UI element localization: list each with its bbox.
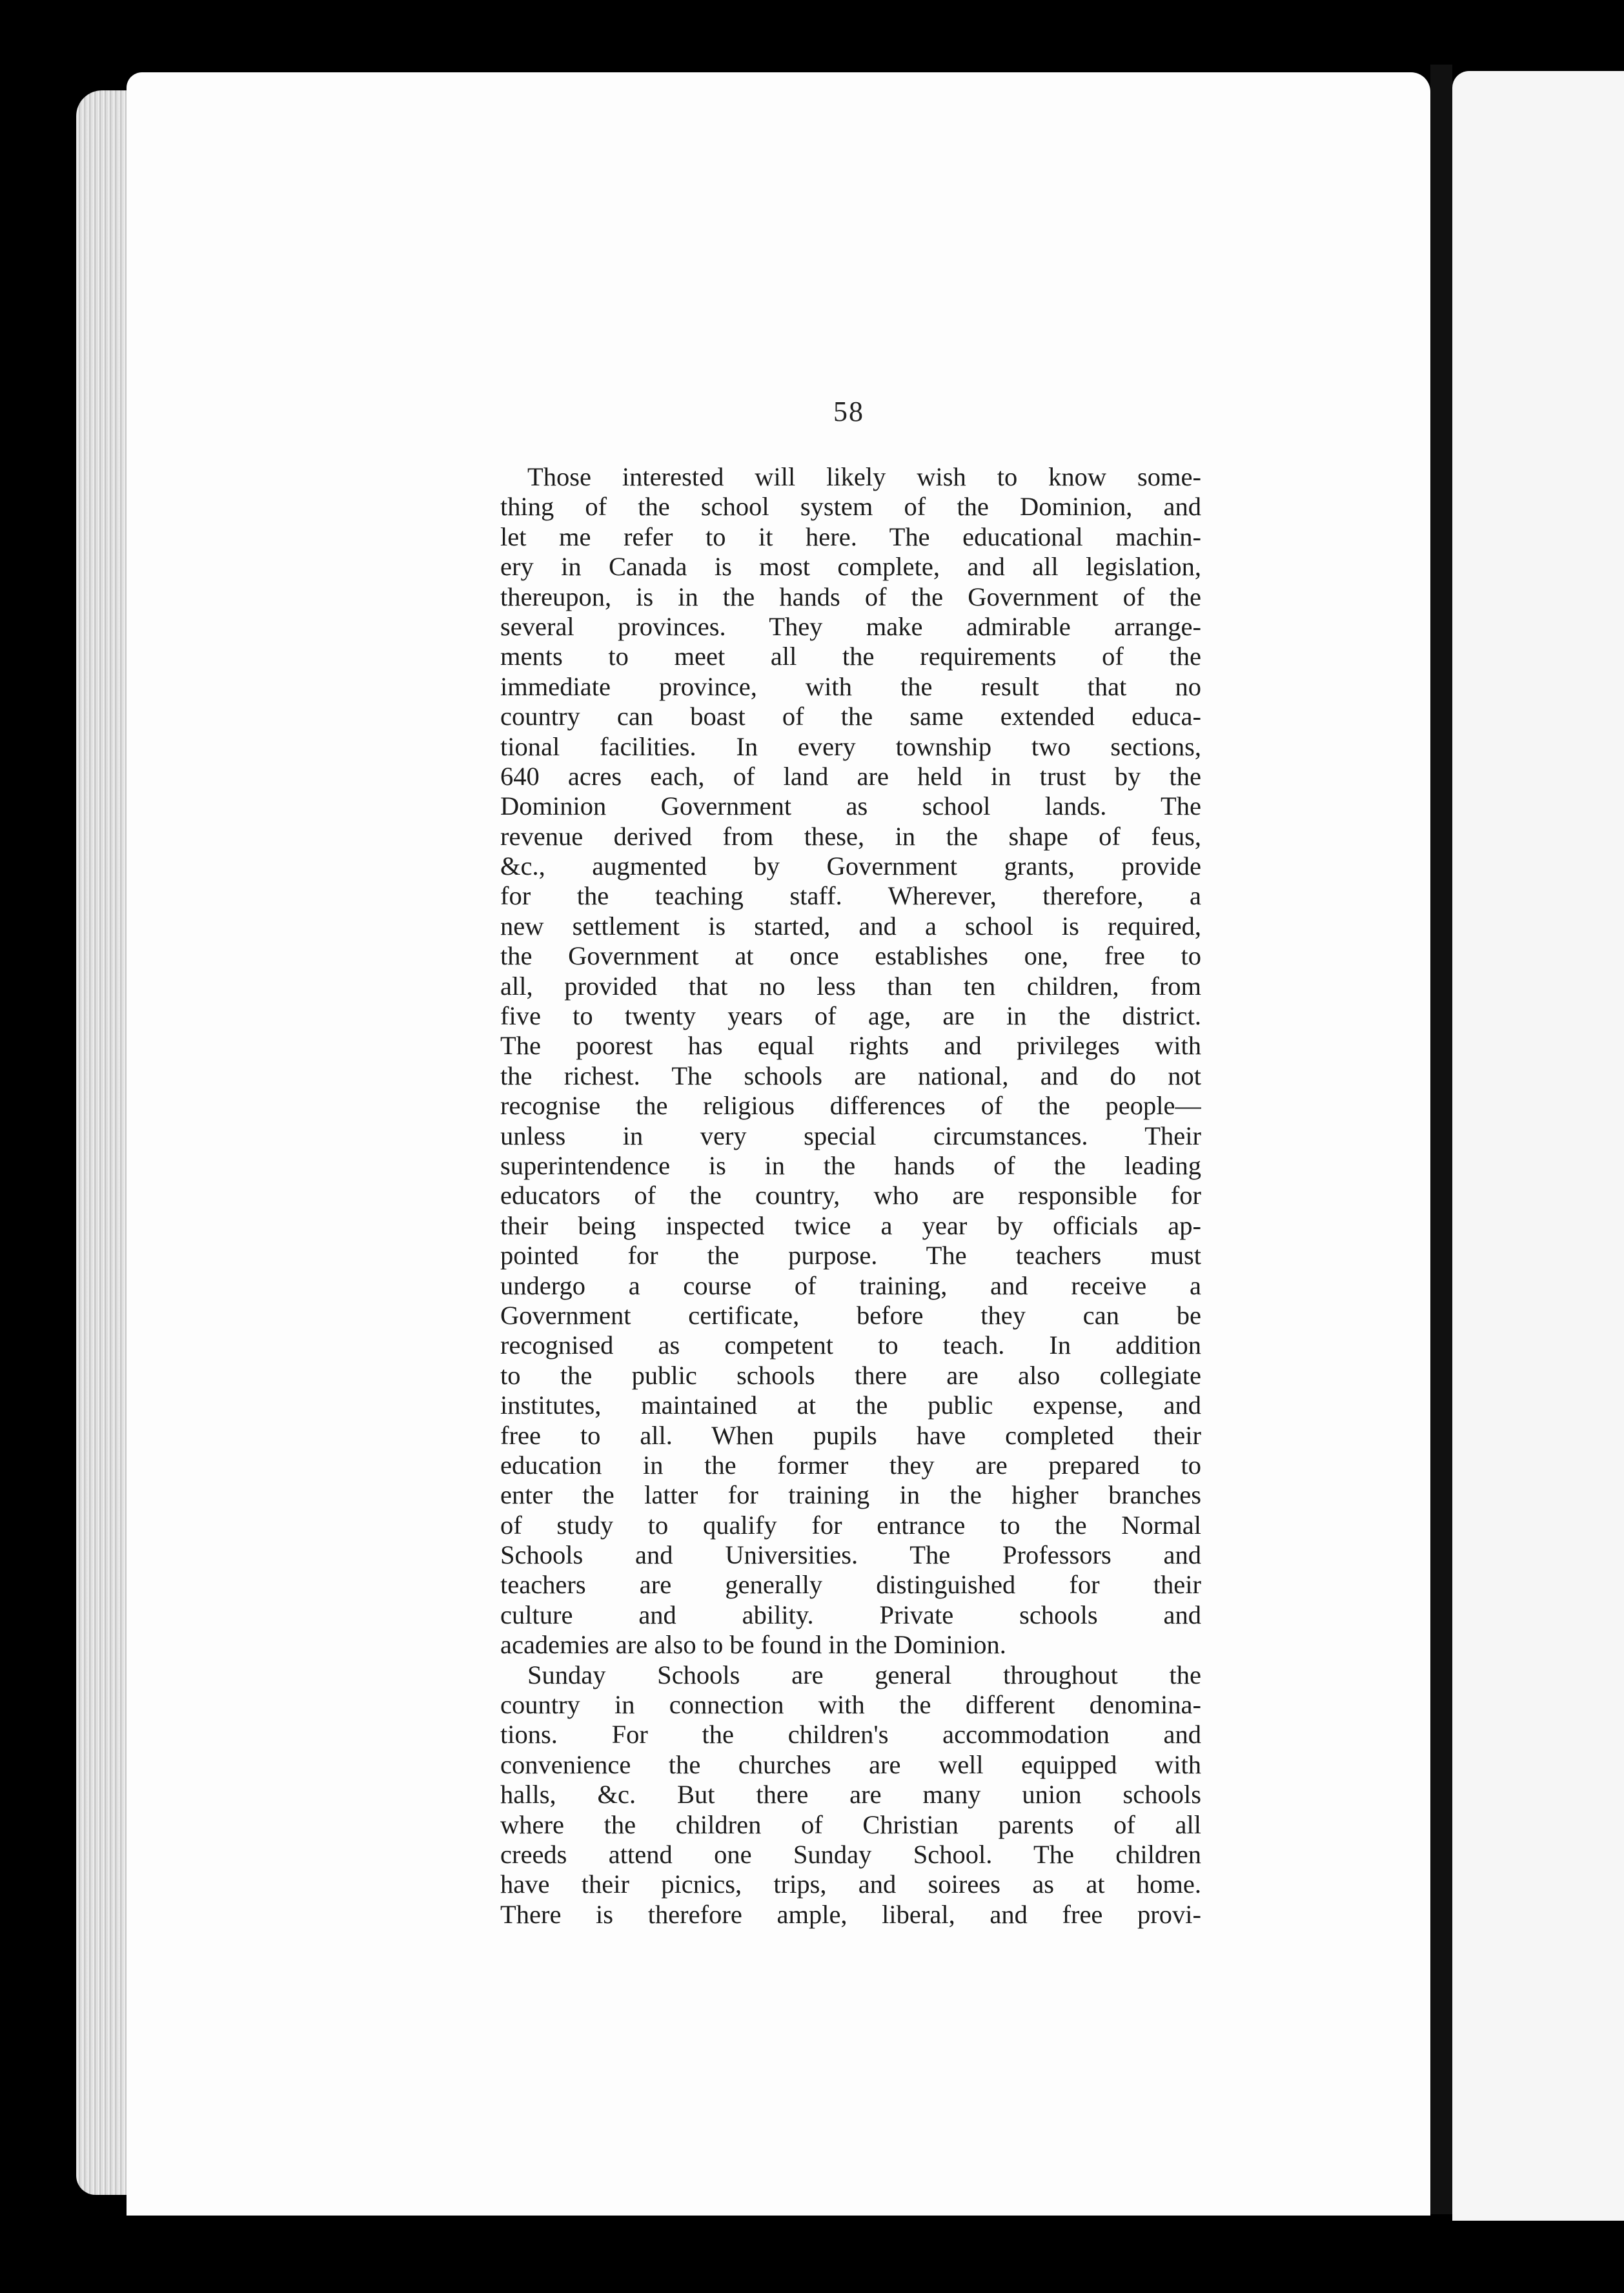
body-text: [500, 462, 1201, 1930]
text-line: recognised as competent to teach. In addition: [500, 1330, 1201, 1360]
text-line: five to twenty years of age, are in the district.: [500, 1001, 1201, 1031]
text-line: creeds attend one Sunday School. The children: [500, 1839, 1201, 1869]
text-line: recognise the religious differences of the people—: [500, 1091, 1201, 1121]
text-line: immediate province, with the result that no: [500, 671, 1201, 701]
text-line: ery in Canada is most complete, and all legislation,: [500, 552, 1201, 582]
text-line: country can boast of the same extended educa-: [500, 702, 1201, 731]
text-line: their being inspected twice a year by officials ap-: [500, 1210, 1201, 1240]
text-line: the richest. The schools are national, and do not: [500, 1061, 1201, 1090]
text-line: revenue derived from these, in the shape of feus,: [500, 821, 1201, 851]
text-line: several provinces. They make admirable arrange-: [500, 611, 1201, 641]
text-line: Government certificate, before they can be: [500, 1300, 1201, 1330]
text-line: 640 acres each, of land are held in trust by the: [500, 761, 1201, 791]
text-line: institutes, maintained at the public expense, and: [500, 1391, 1201, 1420]
text-line: Those interested will likely wish to know some-: [527, 462, 1201, 491]
text-line: country in connection with the different denomina-: [500, 1690, 1201, 1720]
text-line: culture and ability. Private schools and: [500, 1600, 1201, 1629]
text-line: of study to qualify for entrance to the Normal: [500, 1510, 1201, 1540]
text-line: superintendence is in the hands of the leading: [500, 1150, 1201, 1180]
text-line: Schools and Universities. The Professors and: [500, 1540, 1201, 1570]
text-line: Sunday Schools are general throughout the: [527, 1660, 1201, 1689]
text-line: &c., augmented by Government grants, provide: [500, 851, 1201, 881]
text-line: all, provided that no less than ten children, from: [500, 971, 1201, 1001]
text-line: tions. For the children's accommodation and: [500, 1720, 1201, 1749]
page-number: 58: [833, 396, 864, 427]
text-line: new settlement is started, and a school is required,: [500, 911, 1201, 941]
text-line: pointed for the purpose. The teachers must: [500, 1241, 1201, 1270]
text-line: halls, &c. But there are many union schools: [500, 1780, 1201, 1809]
facing-page-edge: [1452, 71, 1624, 2221]
text-line: enter the latter for training in the higher branches: [500, 1480, 1201, 1510]
text-line: ments to meet all the requirements of the: [500, 642, 1201, 671]
book-gutter: [1430, 65, 1452, 2214]
text-line: for the teaching staff. Wherever, therefore, a: [500, 881, 1201, 911]
text-line: free to all. When pupils have completed their: [500, 1420, 1201, 1450]
text-line: unless in very special circumstances. Their: [500, 1121, 1201, 1150]
text-line: teachers are generally distinguished for their: [500, 1570, 1201, 1600]
text-line: There is therefore ample, liberal, and free provi-: [500, 1899, 1201, 1929]
text-line: education in the former they are prepared to: [500, 1450, 1201, 1480]
text-line: to the public schools there are also collegiate: [500, 1360, 1201, 1390]
text-line: Dominion Government as school lands. The: [500, 791, 1201, 821]
text-line: let me refer to it here. The educational machin-: [500, 522, 1201, 551]
text-line: where the children of Christian parents of all: [500, 1809, 1201, 1839]
text-line: the Government at once establishes one, free to: [500, 941, 1201, 971]
text-line: tional facilities. In every township two sections,: [500, 731, 1201, 761]
text-line: undergo a course of training, and receive a: [500, 1270, 1201, 1300]
text-line: thing of the school system of the Dominion, and: [500, 492, 1201, 522]
text-line: academies are also to be found in the Dominion.: [500, 1630, 1006, 1660]
text-line: have their picnics, trips, and soirees as at home.: [500, 1870, 1201, 1899]
text-line: thereupon, is in the hands of the Government of the: [500, 582, 1201, 611]
text-line: The poorest has equal rights and privileges with: [500, 1031, 1201, 1061]
text-line: convenience the churches are well equipped with: [500, 1749, 1201, 1779]
text-line: educators of the country, who are responsible for: [500, 1181, 1201, 1210]
